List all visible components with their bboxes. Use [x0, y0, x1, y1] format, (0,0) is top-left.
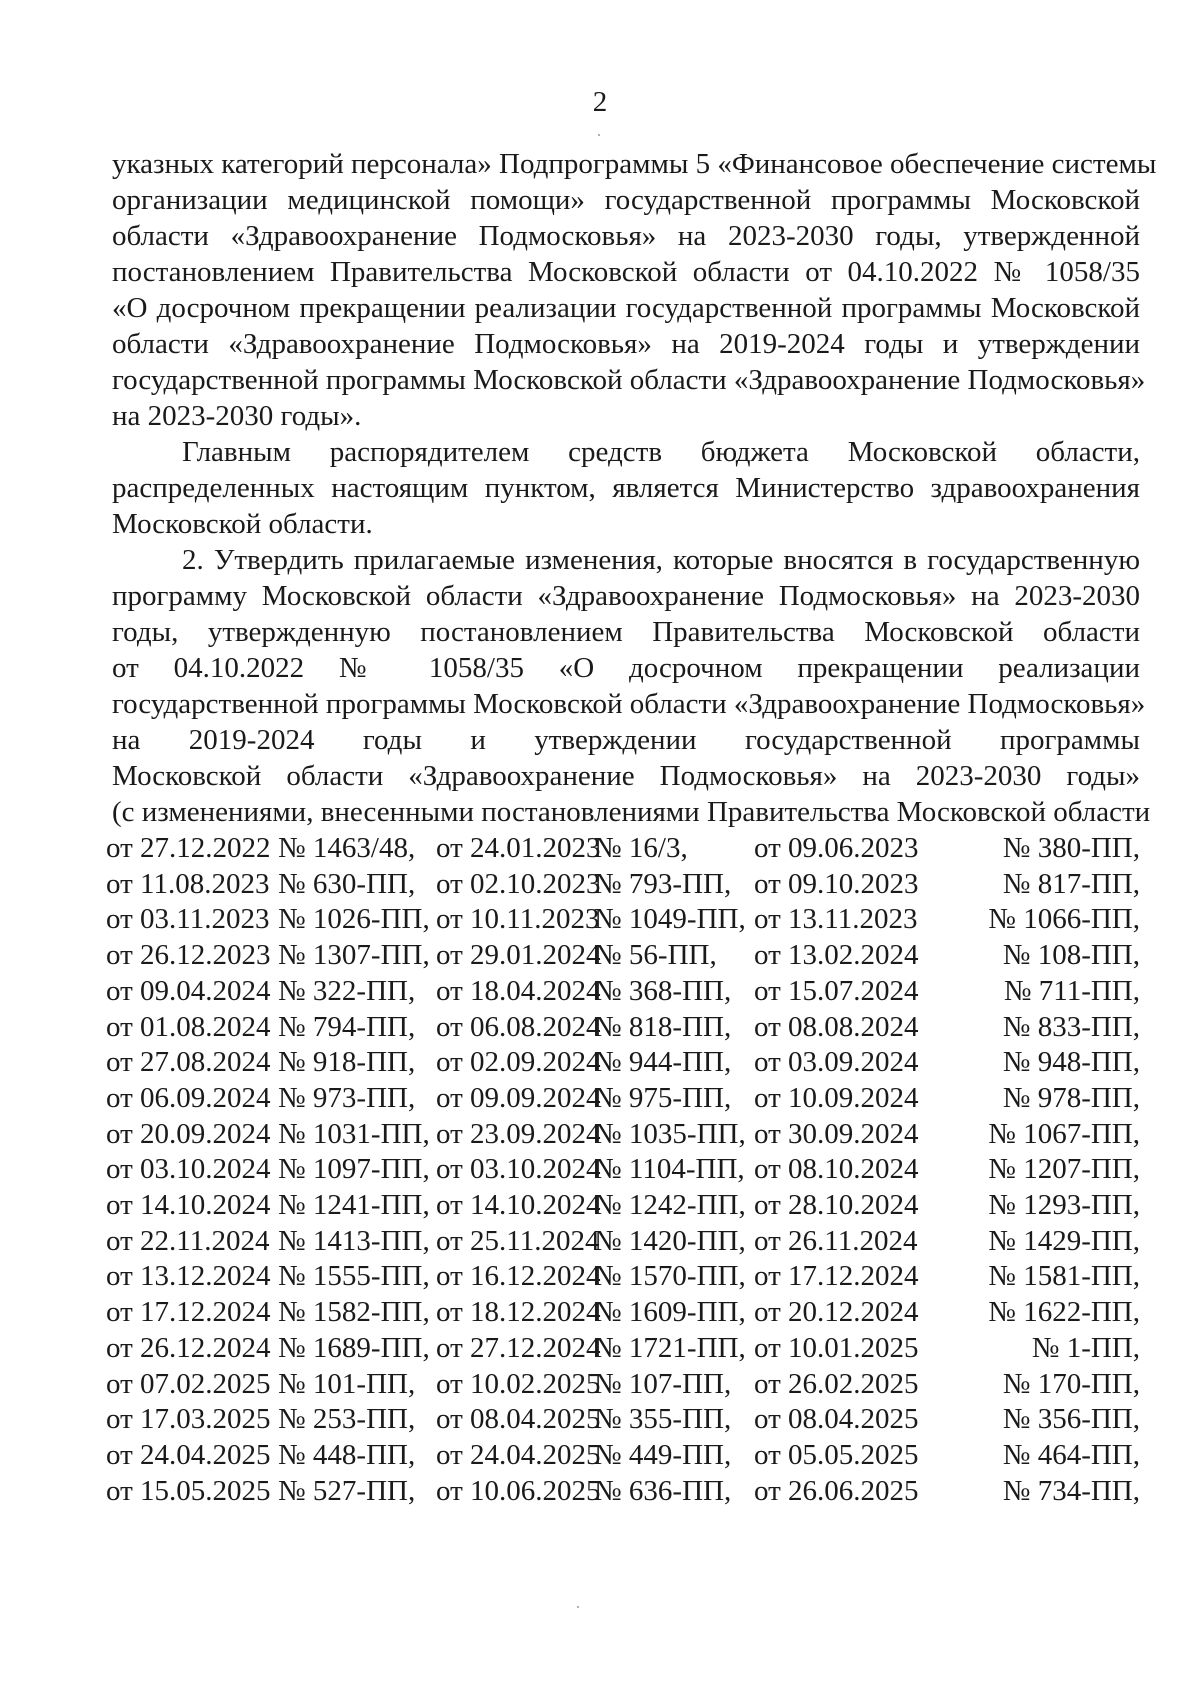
amendment-row [106, 1399, 1140, 1439]
amendment-date: от 26.02.2025 [754, 1368, 919, 1400]
amendment-date: от 30.09.2024 [754, 1118, 919, 1150]
amendment-number: № 1463/48, [278, 832, 416, 864]
amendment-date: от 03.11.2023 [106, 903, 270, 935]
amendment-number: № 1049-ПП, [594, 903, 746, 935]
amendment-number: № 1026-ПП, [278, 903, 430, 935]
amendment-date: от 03.10.2024 [436, 1153, 601, 1185]
amendment-row [106, 1042, 1140, 1082]
amendment-number: № 1241-ПП, [278, 1189, 430, 1221]
amendment-date: от 08.04.2025 [436, 1403, 601, 1435]
amendment-date: от 10.06.2025 [436, 1475, 601, 1507]
amendment-date: от 14.10.2024 [436, 1189, 601, 1221]
amendment-number: № 1031-ПП, [278, 1118, 430, 1150]
amendment-row [106, 1435, 1140, 1475]
amendment-number: № 1066-ПП, [988, 903, 1140, 935]
amendment-number: № 975-ПП, [594, 1082, 732, 1114]
amendment-date: от 27.12.2024 [436, 1332, 601, 1364]
amendment-date: от 06.08.2024 [436, 1011, 601, 1043]
amendment-number: № 818-ПП, [594, 1011, 732, 1043]
amendment-number: № 356-ПП, [1002, 1403, 1140, 1435]
amendment-date: от 10.09.2024 [754, 1082, 919, 1114]
amendment-date: от 16.12.2024 [436, 1260, 601, 1292]
amendment-number: № 56-ПП, [594, 939, 717, 971]
amendment-number: № 253-ПП, [278, 1403, 416, 1435]
amendment-date: от 10.11.2023 [436, 903, 600, 935]
paragraph-line: государственной программы Московской области «Здравоохранение Подмосковья» [112, 364, 1146, 396]
amendment-date: от 20.12.2024 [754, 1296, 919, 1328]
paragraph-line: Московской области «Здравоохранение Подмосковья» на 2023-2030 годы» [112, 760, 1140, 792]
scan-speck [598, 134, 600, 136]
amendment-date: от 02.09.2024 [436, 1046, 601, 1078]
amendment-number: № 1097-ПП, [278, 1153, 430, 1185]
amendment-row [106, 1471, 1140, 1511]
amendment-date: от 09.09.2024 [436, 1082, 601, 1114]
page-number: 2 [592, 86, 608, 118]
amendment-date: от 18.04.2024 [436, 975, 601, 1007]
amendment-number: № 1207-ПП, [988, 1153, 1140, 1185]
amendment-date: от 03.10.2024 [106, 1153, 271, 1185]
amendment-date: от 08.04.2025 [754, 1403, 919, 1435]
amendment-number: № 1570-ПП, [594, 1260, 746, 1292]
amendment-number: № 817-ПП, [1002, 868, 1140, 900]
amendment-number: № 1293-ПП, [988, 1189, 1140, 1221]
paragraph-line: постановлением Правительства Московской области от 04.10.2022 № 1058/35 [112, 256, 1140, 288]
amendment-number: № 948-ПП, [1002, 1046, 1140, 1078]
amendment-row [106, 935, 1140, 975]
amendment-number: № 1622-ПП, [988, 1296, 1140, 1328]
paragraph-line: 2. Утвердить прилагаемые изменения, которые вносятся в государственную [182, 544, 1140, 576]
amendment-number: № 1067-ПП, [988, 1118, 1140, 1150]
amendment-number: № 973-ПП, [278, 1082, 416, 1114]
amendment-date: от 23.09.2024 [436, 1118, 601, 1150]
paragraph-line: на 2023-2030 годы». [112, 400, 362, 432]
amendment-row [106, 1364, 1140, 1404]
amendment-date: от 24.04.2025 [106, 1439, 271, 1471]
paragraph-line: «О досрочном прекращении реализации государственной программы Московской [112, 292, 1140, 324]
amendment-date: от 13.12.2024 [106, 1260, 271, 1292]
amendment-number: № 1582-ПП, [278, 1296, 430, 1328]
amendment-number: № 833-ПП, [1002, 1011, 1140, 1043]
amendment-row [106, 1292, 1140, 1332]
amendment-date: от 22.11.2024 [106, 1225, 270, 1257]
amendment-date: от 10.02.2025 [436, 1368, 601, 1400]
amendment-date: от 09.10.2023 [754, 868, 919, 900]
amendment-number: № 1307-ПП, [278, 939, 430, 971]
amendment-number: № 108-ПП, [1002, 939, 1140, 971]
paragraph-line: годы, утвержденную постановлением Правительства Московской области [112, 616, 1140, 648]
amendment-row [106, 1256, 1140, 1296]
amendment-number: № 1555-ПП, [278, 1260, 430, 1292]
amendment-date: от 27.12.2022 [106, 832, 271, 864]
amendment-date: от 26.12.2024 [106, 1332, 271, 1364]
amendment-date: от 17.12.2024 [106, 1296, 271, 1328]
paragraph-line: области «Здравоохранение Подмосковья» на 2019-2024 годы и утверждении [112, 328, 1140, 360]
amendment-date: от 18.12.2024 [436, 1296, 601, 1328]
paragraph-line: области «Здравоохранение Подмосковья» на 2023-2030 годы, утвержденной [112, 220, 1140, 252]
amendment-date: от 26.11.2024 [754, 1225, 918, 1257]
paragraph-line: распределенных настоящим пунктом, является Министерство здравоохранения [112, 472, 1140, 504]
amendment-number: № 794-ПП, [278, 1011, 416, 1043]
amendment-row [106, 1221, 1140, 1261]
amendment-number: № 101-ПП, [278, 1368, 416, 1400]
amendment-number: № 380-ПП, [1002, 832, 1140, 864]
amendment-number: № 636-ПП, [594, 1475, 732, 1507]
amendment-date: от 10.01.2025 [754, 1332, 919, 1364]
amendment-number: № 711-ПП, [1003, 975, 1140, 1007]
amendment-date: от 26.12.2023 [106, 939, 271, 971]
amendment-row [106, 1185, 1140, 1225]
amendment-date: от 25.11.2024 [436, 1225, 600, 1257]
amendment-date: от 08.10.2024 [754, 1153, 919, 1185]
amendment-number: № 368-ПП, [594, 975, 732, 1007]
amendment-date: от 13.02.2024 [754, 939, 919, 971]
amendment-date: от 03.09.2024 [754, 1046, 919, 1078]
paragraph-line: от 04.10.2022 № 1058/35 «О досрочном прекращении реализации [112, 652, 1140, 684]
amendment-row [106, 828, 1140, 868]
amendment-number: № 449-ПП, [594, 1439, 732, 1471]
amendment-number: № 918-ПП, [278, 1046, 416, 1078]
amendment-row [106, 1114, 1140, 1154]
amendment-date: от 15.07.2024 [754, 975, 919, 1007]
amendment-number: № 944-ПП, [594, 1046, 732, 1078]
paragraph-line: организации медицинской помощи» государственной программы Московской [112, 184, 1140, 216]
amendment-date: от 13.11.2023 [754, 903, 918, 935]
amendment-number: № 355-ПП, [594, 1403, 732, 1435]
amendment-number: № 1035-ПП, [594, 1118, 746, 1150]
amendment-number: № 448-ПП, [278, 1439, 416, 1471]
paragraph-line: Главным распорядителем средств бюджета Московской области, [182, 436, 1140, 468]
amendment-date: от 07.02.2025 [106, 1368, 271, 1400]
amendment-number: № 734-ПП, [1002, 1475, 1140, 1507]
paragraph-line: (с изменениями, внесенными постановлениями Правительства Московской области [112, 796, 1151, 828]
amendment-date: от 09.06.2023 [754, 832, 919, 864]
amendment-date: от 14.10.2024 [106, 1189, 271, 1221]
amendment-number: № 630-ПП, [278, 868, 416, 900]
amendment-number: № 978-ПП, [1002, 1082, 1140, 1114]
amendment-row [106, 1078, 1140, 1118]
amendment-number: № 1242-ПП, [594, 1189, 746, 1221]
amendment-date: от 06.09.2024 [106, 1082, 271, 1114]
amendment-number: № 16/3, [594, 832, 688, 864]
amendment-row [106, 1328, 1140, 1368]
amendment-date: от 17.12.2024 [754, 1260, 919, 1292]
amendment-date: от 24.04.2025 [436, 1439, 601, 1471]
amendment-number: № 322-ПП, [278, 975, 416, 1007]
amendment-date: от 09.04.2024 [106, 975, 271, 1007]
amendment-date: от 26.06.2025 [754, 1475, 919, 1507]
paragraph-line: программу Московской области «Здравоохранение Подмосковья» на 2023-2030 [112, 580, 1140, 612]
amendment-date: от 28.10.2024 [754, 1189, 919, 1221]
amendment-row [106, 864, 1140, 904]
paragraph-line: государственной программы Московской области «Здравоохранение Подмосковья» [112, 688, 1146, 720]
amendment-date: от 20.09.2024 [106, 1118, 271, 1150]
amendment-number: № 1420-ПП, [594, 1225, 746, 1257]
amendment-number: № 793-ПП, [594, 868, 732, 900]
amendment-date: от 29.01.2024 [436, 939, 601, 971]
amendment-number: № 1104-ПП, [594, 1153, 745, 1185]
amendment-number: № 1689-ПП, [278, 1332, 430, 1364]
amendment-number: № 1413-ПП, [278, 1225, 430, 1257]
amendment-number: № 1-ПП, [1031, 1332, 1140, 1364]
paragraph-line: указных категорий персонала» Подпрограммы 5 «Финансовое обеспечение системы [112, 148, 1157, 180]
amendment-date: от 01.08.2024 [106, 1011, 271, 1043]
paragraph-line: на 2019-2024 годы и утверждении государственной программы [112, 724, 1140, 756]
paragraph-line: Московской области. [112, 508, 373, 540]
amendment-date: от 27.08.2024 [106, 1046, 271, 1078]
amendment-row [106, 899, 1140, 939]
amendment-date: от 11.08.2023 [106, 868, 270, 900]
amendment-date: от 17.03.2025 [106, 1403, 271, 1435]
amendment-number: № 527-ПП, [278, 1475, 416, 1507]
amendment-number: № 1609-ПП, [594, 1296, 746, 1328]
amendment-date: от 05.05.2025 [754, 1439, 919, 1471]
amendment-number: № 1721-ПП, [594, 1332, 746, 1364]
amendment-date: от 02.10.2023 [436, 868, 601, 900]
amendment-number: № 464-ПП, [1002, 1439, 1140, 1471]
amendment-row [106, 971, 1140, 1011]
amendment-row [106, 1007, 1140, 1047]
amendment-number: № 1429-ПП, [988, 1225, 1140, 1257]
amendment-number: № 1581-ПП, [988, 1260, 1140, 1292]
amendment-date: от 24.01.2023 [436, 832, 601, 864]
amendment-row [106, 1149, 1140, 1189]
scan-speck [577, 1606, 579, 1608]
amendment-date: от 08.08.2024 [754, 1011, 919, 1043]
amendment-number: № 170-ПП, [1002, 1368, 1140, 1400]
amendment-number: № 107-ПП, [594, 1368, 732, 1400]
amendment-date: от 15.05.2025 [106, 1475, 271, 1507]
